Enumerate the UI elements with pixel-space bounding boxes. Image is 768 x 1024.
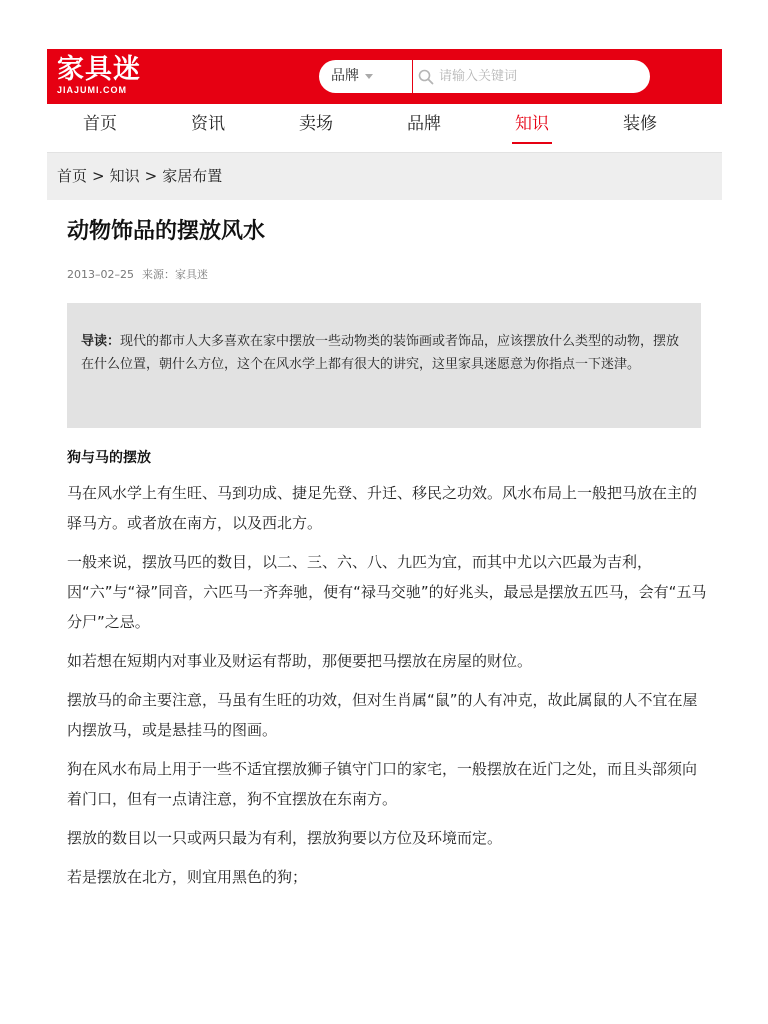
logo-domain: JIAJUMI.COM [57,85,128,95]
article-title: 动物饰品的摆放风水 [67,219,266,244]
breadcrumb-home[interactable]: 首页 [57,167,88,185]
nav-item-label: 装修 [623,114,657,134]
paragraph: 若是摆放在北方，则宜用黑色的狗； [67,868,308,886]
nav-item-label: 卖场 [299,114,333,134]
breadcrumb-home-furnishing[interactable]: 家居布置 [162,167,223,185]
nav-item-knowledge[interactable] [492,104,572,144]
paragraph: 一般来说，摆放马匹的数目，以二、三、六、八、九匹为宜，而其中尤以六匹最为吉利，因“六”与“禄”同音，六匹马一齐奔驰，便有“禄马交驰”的好兆头，最忌是摆放五匹马，会有“五马分尸”之忌。 [67,553,707,631]
breadcrumb [47,152,722,200]
paragraph: 狗在风水布局上用于一些不适宜摆放狮子镇守门口的家宅，一般摆放在近门之处，而且头部须向着门口，但有一点请注意，狗不宜摆放在东南方。 [67,760,698,808]
site-logo[interactable] [57,54,141,96]
nav-item-label: 知识 [515,114,549,134]
nav-item-label: 品牌 [407,114,441,134]
search-category-value: 品牌 [331,68,359,84]
breadcrumb-separator: > [144,167,158,185]
search-icon[interactable] [418,69,434,85]
chevron-down-icon [365,74,373,79]
search-category-select[interactable] [319,60,413,93]
breadcrumb-knowledge[interactable]: 知识 [109,167,140,185]
site-header [47,49,722,104]
nav-item-decoration[interactable] [600,104,680,144]
nav-active-indicator [512,142,552,144]
logo-text: 家具迷 [57,54,141,85]
nav-item-news[interactable] [168,104,248,144]
nav-item-label: 资讯 [191,114,225,134]
summary-label: 导读： [81,334,121,349]
search-input[interactable] [435,60,645,93]
article-meta [67,266,208,284]
nav-item-stores[interactable] [276,104,356,144]
paragraph: 摆放的数目以一只或两只最为有利，摆放狗要以方位及环境而定。 [67,829,503,847]
nav-item-home[interactable] [60,104,140,144]
nav-item-label: 首页 [83,114,117,134]
paragraph: 如若想在短期内对事业及财运有帮助，那便要把马摆放在房屋的财位。 [67,652,533,670]
article-date: 2013–02–25 [67,268,134,281]
summary-text: 现代的都市人大多喜欢在家中摆放一些动物类的装饰画或者饰品，应该摆放什么类型的动物，摆放在什么位置，朝什么方位，这个在风水学上都有很大的讲究，这里家具迷愿意为你指点一下迷津。 [81,334,680,372]
breadcrumb-separator: > [92,167,105,185]
article-content [67,443,707,901]
section-heading: 狗与马的摆放 [67,450,151,466]
search-box [319,60,650,93]
article-summary [67,303,701,428]
nav-item-brands[interactable] [384,104,464,144]
paragraph: 马在风水学上有生旺、马到功成、捷足先登、升迁、移民之功效。风水布局上一般把马放在主的驿马方。或者放在南方，以及西北方。 [67,484,698,532]
paragraph: 摆放马的命主要注意，马虽有生旺的功效，但对生肖属“鼠”的人有冲克，故此属鼠的人不宜在屋内摆放马，或是悬挂马的图画。 [67,691,698,739]
article-source: 来源：家具迷 [142,268,208,281]
main-nav [47,104,722,152]
